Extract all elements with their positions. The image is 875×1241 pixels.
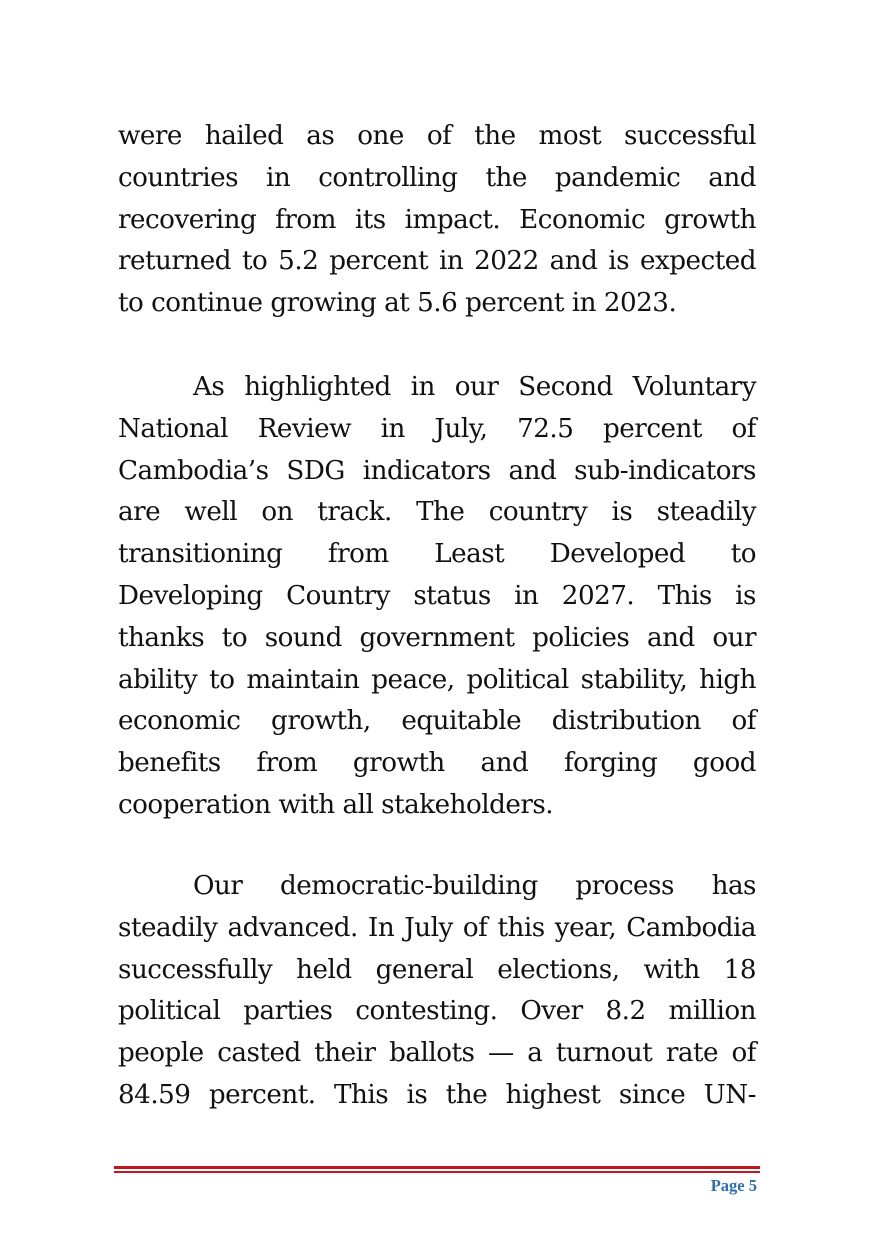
paragraph-sdg-review: As highlighted in our Second Voluntary National Review in July, 72.5 percent of Cambodia’s SDG indicators and sub-indicators are well on track. The country is steadily transitioning from Least Developed to Developing Country status in 2027. This is thanks to sound government policies and our ability to maintain peace, political stability, high economic growth, equitable distribution of benefits from growth and forging good cooperation with all stakeholders.	[118, 372, 756, 820]
paragraph-democratic-process: Our democratic-building process has steadily advanced. In July of this year, Cambodia successfully held general elections, with 18 political parties contesting. Over 8.2 million people casted their ballots — a turnout rate of 84.59 percent. This is the highest since UN-	[118, 871, 756, 1110]
page-number: Page 5	[710, 1176, 757, 1195]
footer-divider-thick	[114, 1166, 760, 1169]
footer-divider-thin	[114, 1171, 760, 1173]
paragraph-economic-growth: were hailed as one of the most successful countries in controlling the pandemic and recovering from its impact. Economic growth returned to 5.2 percent in 2022 and is expected to continue growing at 5.6 percent in 2023.	[118, 121, 756, 319]
